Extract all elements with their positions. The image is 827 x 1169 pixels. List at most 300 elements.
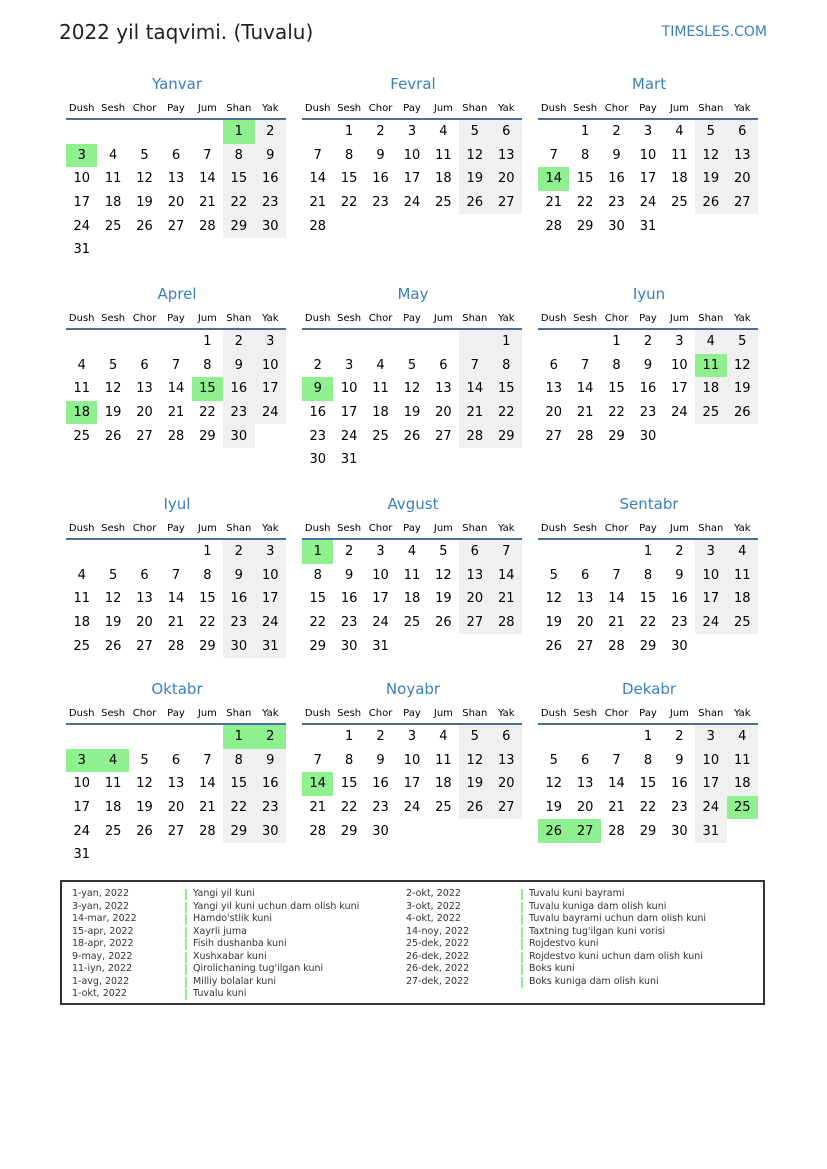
day-cell: 15	[639, 776, 657, 792]
week-row	[302, 749, 522, 773]
day-cell: 19	[104, 405, 122, 421]
day-cell: 23	[255, 191, 286, 215]
holiday-marker	[185, 914, 187, 925]
week-row	[66, 564, 286, 588]
day-cell: 4	[695, 329, 726, 354]
weekday-header: Sesh	[333, 518, 364, 539]
day-cell: 23	[223, 401, 254, 425]
day-cell: 25	[727, 611, 758, 635]
week-row	[66, 214, 286, 238]
empty-cell	[459, 329, 490, 354]
day-cell: 30	[671, 823, 688, 839]
day-cell: 19	[136, 800, 153, 816]
weekday-header: Chor	[601, 518, 632, 539]
day-cell: 15	[340, 776, 358, 792]
week-row	[302, 119, 522, 144]
week-row	[302, 424, 522, 448]
day-cell: 16	[671, 776, 688, 792]
empty-cell	[129, 724, 160, 749]
week-row	[66, 354, 286, 378]
empty-cell	[160, 539, 191, 564]
day-cell: 17	[73, 195, 90, 211]
weekday-header: Chor	[365, 98, 396, 119]
day-cell: 8	[203, 357, 212, 373]
day-cell: 4	[77, 357, 86, 373]
day-cell: 17	[671, 381, 688, 397]
weekday-header: Chor	[601, 308, 632, 329]
holiday-name: Xushxabar kuni	[193, 950, 267, 962]
day-cell: 8	[580, 147, 590, 163]
day-cell: 22	[223, 796, 254, 820]
day-cell: 6	[580, 752, 590, 768]
week-row	[66, 329, 286, 354]
day-cell: 13	[136, 381, 153, 397]
month-name: Iyul	[163, 495, 191, 513]
day-cell: 25	[727, 796, 758, 820]
day-cell: 9	[255, 749, 286, 773]
holiday-name: Taxtning tug'ilgan kuni vorisi	[529, 925, 666, 937]
day-cell: 27	[459, 611, 490, 635]
day-cell: 20	[167, 195, 185, 211]
empty-cell	[255, 238, 286, 262]
day-cell: 1	[491, 329, 522, 354]
day-cell: 10	[255, 564, 286, 588]
day-cell: 1	[223, 119, 254, 144]
empty-cell	[97, 843, 128, 867]
day-cell: 25	[73, 638, 90, 654]
day-cell: 11	[695, 354, 726, 378]
day-cell: 23	[671, 615, 688, 631]
weekday-header: Dush	[66, 518, 97, 539]
day-cell: 30	[340, 638, 358, 654]
empty-cell	[129, 329, 160, 354]
week-row	[66, 843, 286, 867]
empty-cell	[97, 119, 128, 144]
holiday-marker	[521, 914, 523, 925]
empty-cell	[160, 724, 191, 749]
day-cell: 13	[167, 171, 185, 187]
day-cell: 7	[612, 752, 621, 768]
empty-cell	[129, 539, 160, 564]
day-cell: 12	[136, 776, 153, 792]
holiday-name: Fisih dushanba kuni	[193, 938, 287, 949]
day-cell: 11	[104, 776, 122, 792]
day-cell: 18	[695, 377, 726, 401]
day-cell: 21	[167, 615, 185, 631]
day-cell: 20	[167, 800, 185, 816]
day-cell: 2	[313, 357, 322, 373]
day-cell: 15	[223, 167, 254, 191]
weekday-header: Dush	[538, 518, 569, 539]
weekday-header: Shan	[695, 98, 726, 119]
week-row	[538, 772, 758, 796]
week-row	[66, 144, 286, 168]
week-row	[302, 377, 522, 401]
month-dekabr	[538, 675, 760, 843]
day-cell: 29	[639, 823, 657, 839]
weekday-header: Yak	[255, 308, 286, 329]
weekday-header: Shan	[459, 703, 490, 724]
day-cell: 2	[675, 729, 684, 745]
weekday-header: Dush	[538, 703, 569, 724]
holiday-date: 26-dek, 2022	[406, 950, 470, 962]
day-cell: 6	[171, 147, 181, 163]
weekday-header: Dush	[302, 308, 333, 329]
weekday-header: Chor	[129, 98, 160, 119]
day-cell: 8	[643, 567, 653, 583]
day-cell: 19	[545, 615, 562, 631]
empty-cell	[192, 724, 223, 749]
weekday-header: Pay	[632, 98, 663, 119]
day-cell: 23	[223, 611, 254, 635]
month-table	[66, 703, 286, 867]
day-cell: 20	[491, 167, 522, 191]
empty-cell	[491, 448, 522, 472]
day-cell: 26	[545, 638, 562, 654]
holiday-date: 2-okt, 2022	[406, 888, 461, 899]
weekday-header: Yak	[727, 518, 758, 539]
day-cell: 17	[695, 587, 726, 611]
day-cell: 19	[727, 377, 758, 401]
day-cell: 4	[376, 357, 385, 373]
day-cell: 27	[545, 428, 562, 444]
week-row	[538, 144, 758, 168]
day-cell: 31	[639, 218, 657, 234]
week-row	[302, 401, 522, 425]
day-cell: 23	[608, 195, 625, 211]
holiday-marker	[521, 927, 523, 938]
day-cell: 24	[695, 796, 726, 820]
weekday-header: Sesh	[569, 308, 600, 329]
week-row	[538, 539, 758, 564]
day-cell: 22	[639, 615, 657, 631]
month-table	[538, 518, 758, 658]
day-cell: 31	[695, 819, 726, 843]
holiday-name: Milliy bolalar kuni	[193, 975, 276, 987]
weekday-header: Jum	[192, 703, 223, 724]
holiday-name: Tuvalu kuniga dam olish kuni	[529, 900, 667, 912]
weekday-header: Chor	[129, 518, 160, 539]
day-cell: 10	[340, 381, 358, 397]
day-cell: 3	[695, 724, 726, 749]
empty-cell	[695, 424, 726, 448]
day-cell: 2	[675, 544, 684, 560]
day-cell: 1	[344, 124, 354, 140]
day-cell: 11	[403, 567, 421, 583]
day-cell: 1	[344, 729, 354, 745]
day-cell: 15	[608, 381, 625, 397]
week-row	[538, 724, 758, 749]
day-cell: 15	[576, 171, 594, 187]
day-cell: 27	[727, 191, 758, 215]
holiday-date: 4-okt, 2022	[406, 913, 461, 924]
day-cell: 7	[459, 354, 490, 378]
day-cell: 7	[203, 752, 212, 768]
empty-cell	[601, 539, 632, 564]
week-row	[538, 214, 758, 238]
day-cell: 14	[199, 171, 216, 187]
weekday-header: Dush	[302, 518, 333, 539]
holiday-date: 18-apr, 2022	[72, 938, 134, 949]
holiday-marker	[521, 964, 523, 975]
empty-cell	[538, 724, 569, 749]
day-cell: 8	[643, 752, 653, 768]
day-cell: 21	[309, 800, 326, 816]
week-row	[66, 749, 286, 773]
week-row	[302, 611, 522, 635]
empty-cell	[192, 843, 223, 867]
day-cell: 27	[491, 191, 522, 215]
day-cell: 10	[695, 564, 726, 588]
weekday-header: Chor	[365, 518, 396, 539]
day-cell: 27	[576, 638, 594, 654]
day-cell: 27	[569, 819, 600, 843]
day-cell: 28	[309, 823, 326, 839]
empty-cell	[66, 539, 97, 564]
day-cell: 18	[73, 615, 90, 631]
day-cell: 30	[608, 218, 625, 234]
empty-cell	[302, 329, 333, 354]
day-cell: 20	[136, 615, 153, 631]
holiday-date: 14-noy, 2022	[406, 925, 470, 937]
day-cell: 9	[675, 567, 684, 583]
day-cell: 9	[643, 357, 653, 373]
day-cell: 5	[459, 119, 490, 144]
week-row	[66, 191, 286, 215]
holiday-name: Boks kuni	[529, 963, 575, 974]
day-cell: 10	[403, 752, 421, 768]
day-cell: 9	[612, 147, 621, 163]
day-cell: 23	[372, 800, 389, 816]
weekday-header: Pay	[160, 703, 191, 724]
day-cell: 24	[255, 401, 286, 425]
day-cell: 26	[403, 428, 421, 444]
holiday-date: 15-apr, 2022	[72, 925, 134, 937]
weekday-header: Sesh	[333, 308, 364, 329]
weekday-header: Dush	[538, 308, 569, 329]
day-cell: 14	[167, 381, 185, 397]
weekday-header: Sesh	[333, 703, 364, 724]
day-cell: 30	[223, 424, 254, 448]
empty-cell	[396, 214, 427, 238]
month-sentabr	[538, 490, 760, 658]
weekday-header: Sesh	[97, 98, 128, 119]
day-cell: 30	[639, 428, 657, 444]
site-link[interactable]: TIMESLES.COM	[661, 24, 767, 40]
day-cell: 18	[671, 171, 688, 187]
month-name: Mart	[631, 75, 667, 93]
empty-cell	[396, 329, 427, 354]
month-name: Yanvar	[151, 75, 203, 93]
day-cell: 15	[192, 377, 223, 401]
weekday-header: Pay	[160, 98, 191, 119]
empty-cell	[538, 539, 569, 564]
day-cell: 27	[136, 428, 153, 444]
day-cell: 8	[203, 567, 212, 583]
day-cell: 17	[255, 377, 286, 401]
day-cell: 16	[255, 772, 286, 796]
week-row	[538, 587, 758, 611]
day-cell: 26	[136, 823, 153, 839]
empty-cell	[428, 819, 459, 843]
day-cell: 5	[108, 567, 118, 583]
day-cell: 18	[372, 405, 389, 421]
week-row	[302, 354, 522, 378]
empty-cell	[428, 634, 459, 658]
empty-cell	[459, 634, 490, 658]
day-cell: 9	[255, 144, 286, 168]
weekday-header: Shan	[223, 703, 254, 724]
day-cell: 4	[727, 539, 758, 564]
day-cell: 22	[223, 191, 254, 215]
empty-cell	[302, 724, 333, 749]
empty-cell	[97, 539, 128, 564]
weekday-header: Shan	[695, 518, 726, 539]
empty-cell	[97, 329, 128, 354]
weekday-header: Shan	[223, 518, 254, 539]
empty-cell	[129, 238, 160, 262]
day-cell: 16	[255, 167, 286, 191]
day-cell: 10	[372, 567, 389, 583]
holiday-date: 14-mar, 2022	[72, 913, 137, 924]
weekday-header: Shan	[695, 308, 726, 329]
day-cell: 13	[167, 776, 185, 792]
day-cell: 15	[309, 591, 326, 607]
page-title: 2022 yil taqvimi. (Tuvalu)	[59, 20, 314, 44]
day-cell: 15	[340, 171, 358, 187]
holiday-name: Yangi yil kuni	[193, 888, 255, 899]
day-cell: 10	[671, 357, 688, 373]
month-fevral	[302, 70, 524, 238]
day-cell: 1	[580, 124, 590, 140]
day-cell: 15	[491, 377, 522, 401]
weekday-header: Shan	[459, 518, 490, 539]
weekday-header: Shan	[223, 308, 254, 329]
holiday-marker	[185, 902, 187, 913]
empty-cell	[569, 724, 600, 749]
empty-cell	[664, 214, 695, 238]
day-cell: 2	[612, 124, 621, 140]
day-cell: 30	[309, 452, 326, 468]
day-cell: 18	[104, 800, 122, 816]
empty-cell	[160, 119, 191, 144]
day-cell: 27	[136, 638, 153, 654]
holiday-date: 9-may, 2022	[72, 950, 133, 962]
day-cell: 18	[435, 171, 452, 187]
day-cell: 26	[435, 615, 452, 631]
week-row	[66, 611, 286, 635]
week-row	[66, 424, 286, 448]
empty-cell	[365, 329, 396, 354]
empty-cell	[160, 329, 191, 354]
day-cell: 17	[255, 587, 286, 611]
day-cell: 17	[695, 772, 726, 796]
day-cell: 13	[435, 381, 452, 397]
day-cell: 4	[439, 124, 448, 140]
day-cell: 12	[104, 381, 122, 397]
day-cell: 20	[136, 405, 153, 421]
day-cell: 6	[171, 752, 181, 768]
day-cell: 24	[695, 611, 726, 635]
holiday-name: Qirolichaning tug'ilgan kuni	[193, 963, 324, 974]
week-row	[66, 539, 286, 564]
weekday-header: Dush	[538, 98, 569, 119]
day-cell: 5	[549, 567, 558, 583]
day-cell: 8	[313, 567, 322, 583]
month-table	[302, 98, 522, 238]
day-cell: 28	[459, 424, 490, 448]
weekday-header: Yak	[727, 703, 758, 724]
day-cell: 28	[199, 823, 216, 839]
day-cell: 2	[255, 724, 286, 749]
day-cell: 14	[302, 772, 333, 796]
day-cell: 11	[435, 752, 452, 768]
month-mart	[538, 70, 760, 238]
month-name: Sentabr	[619, 495, 679, 513]
weekday-header: Yak	[491, 518, 522, 539]
empty-cell	[333, 329, 364, 354]
day-cell: 14	[459, 377, 490, 401]
month-table	[302, 703, 522, 843]
day-cell: 7	[313, 147, 322, 163]
day-cell: 16	[671, 591, 688, 607]
day-cell: 21	[199, 800, 216, 816]
month-name: Aprel	[157, 285, 197, 303]
month-name: Fevral	[390, 75, 436, 93]
holiday-name: Hamdo'stlik kuni	[193, 913, 273, 924]
day-cell: 6	[140, 567, 149, 583]
month-table	[302, 308, 522, 472]
weekday-header: Yak	[491, 98, 522, 119]
day-cell: 10	[255, 354, 286, 378]
weekday-header: Sesh	[569, 518, 600, 539]
day-cell: 16	[639, 381, 657, 397]
day-cell: 3	[675, 334, 684, 350]
day-cell: 3	[255, 329, 286, 354]
week-row	[66, 587, 286, 611]
day-cell: 2	[255, 119, 286, 144]
day-cell: 2	[223, 329, 254, 354]
month-table	[66, 518, 286, 658]
day-cell: 12	[459, 144, 490, 168]
day-cell: 11	[727, 749, 758, 773]
day-cell: 23	[639, 405, 657, 421]
empty-cell	[129, 843, 160, 867]
day-cell: 4	[439, 729, 448, 745]
day-cell: 6	[491, 724, 522, 749]
day-cell: 28	[545, 218, 562, 234]
empty-cell	[459, 448, 490, 472]
day-cell: 9	[223, 564, 254, 588]
weekday-header: Shan	[459, 308, 490, 329]
weekday-header: Jum	[192, 308, 223, 329]
week-row	[66, 377, 286, 401]
day-cell: 21	[199, 195, 216, 211]
day-cell: 24	[403, 195, 421, 211]
week-row	[66, 119, 286, 144]
day-cell: 14	[538, 167, 569, 191]
day-cell: 13	[491, 749, 522, 773]
holiday-name: Tuvalu kuni bayrami	[529, 888, 625, 899]
weekday-header: Jum	[428, 518, 459, 539]
day-cell: 11	[104, 171, 122, 187]
day-cell: 8	[223, 144, 254, 168]
empty-cell	[428, 448, 459, 472]
empty-cell	[727, 214, 758, 238]
week-row	[66, 796, 286, 820]
holiday-date: 27-dek, 2022	[406, 975, 470, 987]
empty-cell	[428, 329, 459, 354]
